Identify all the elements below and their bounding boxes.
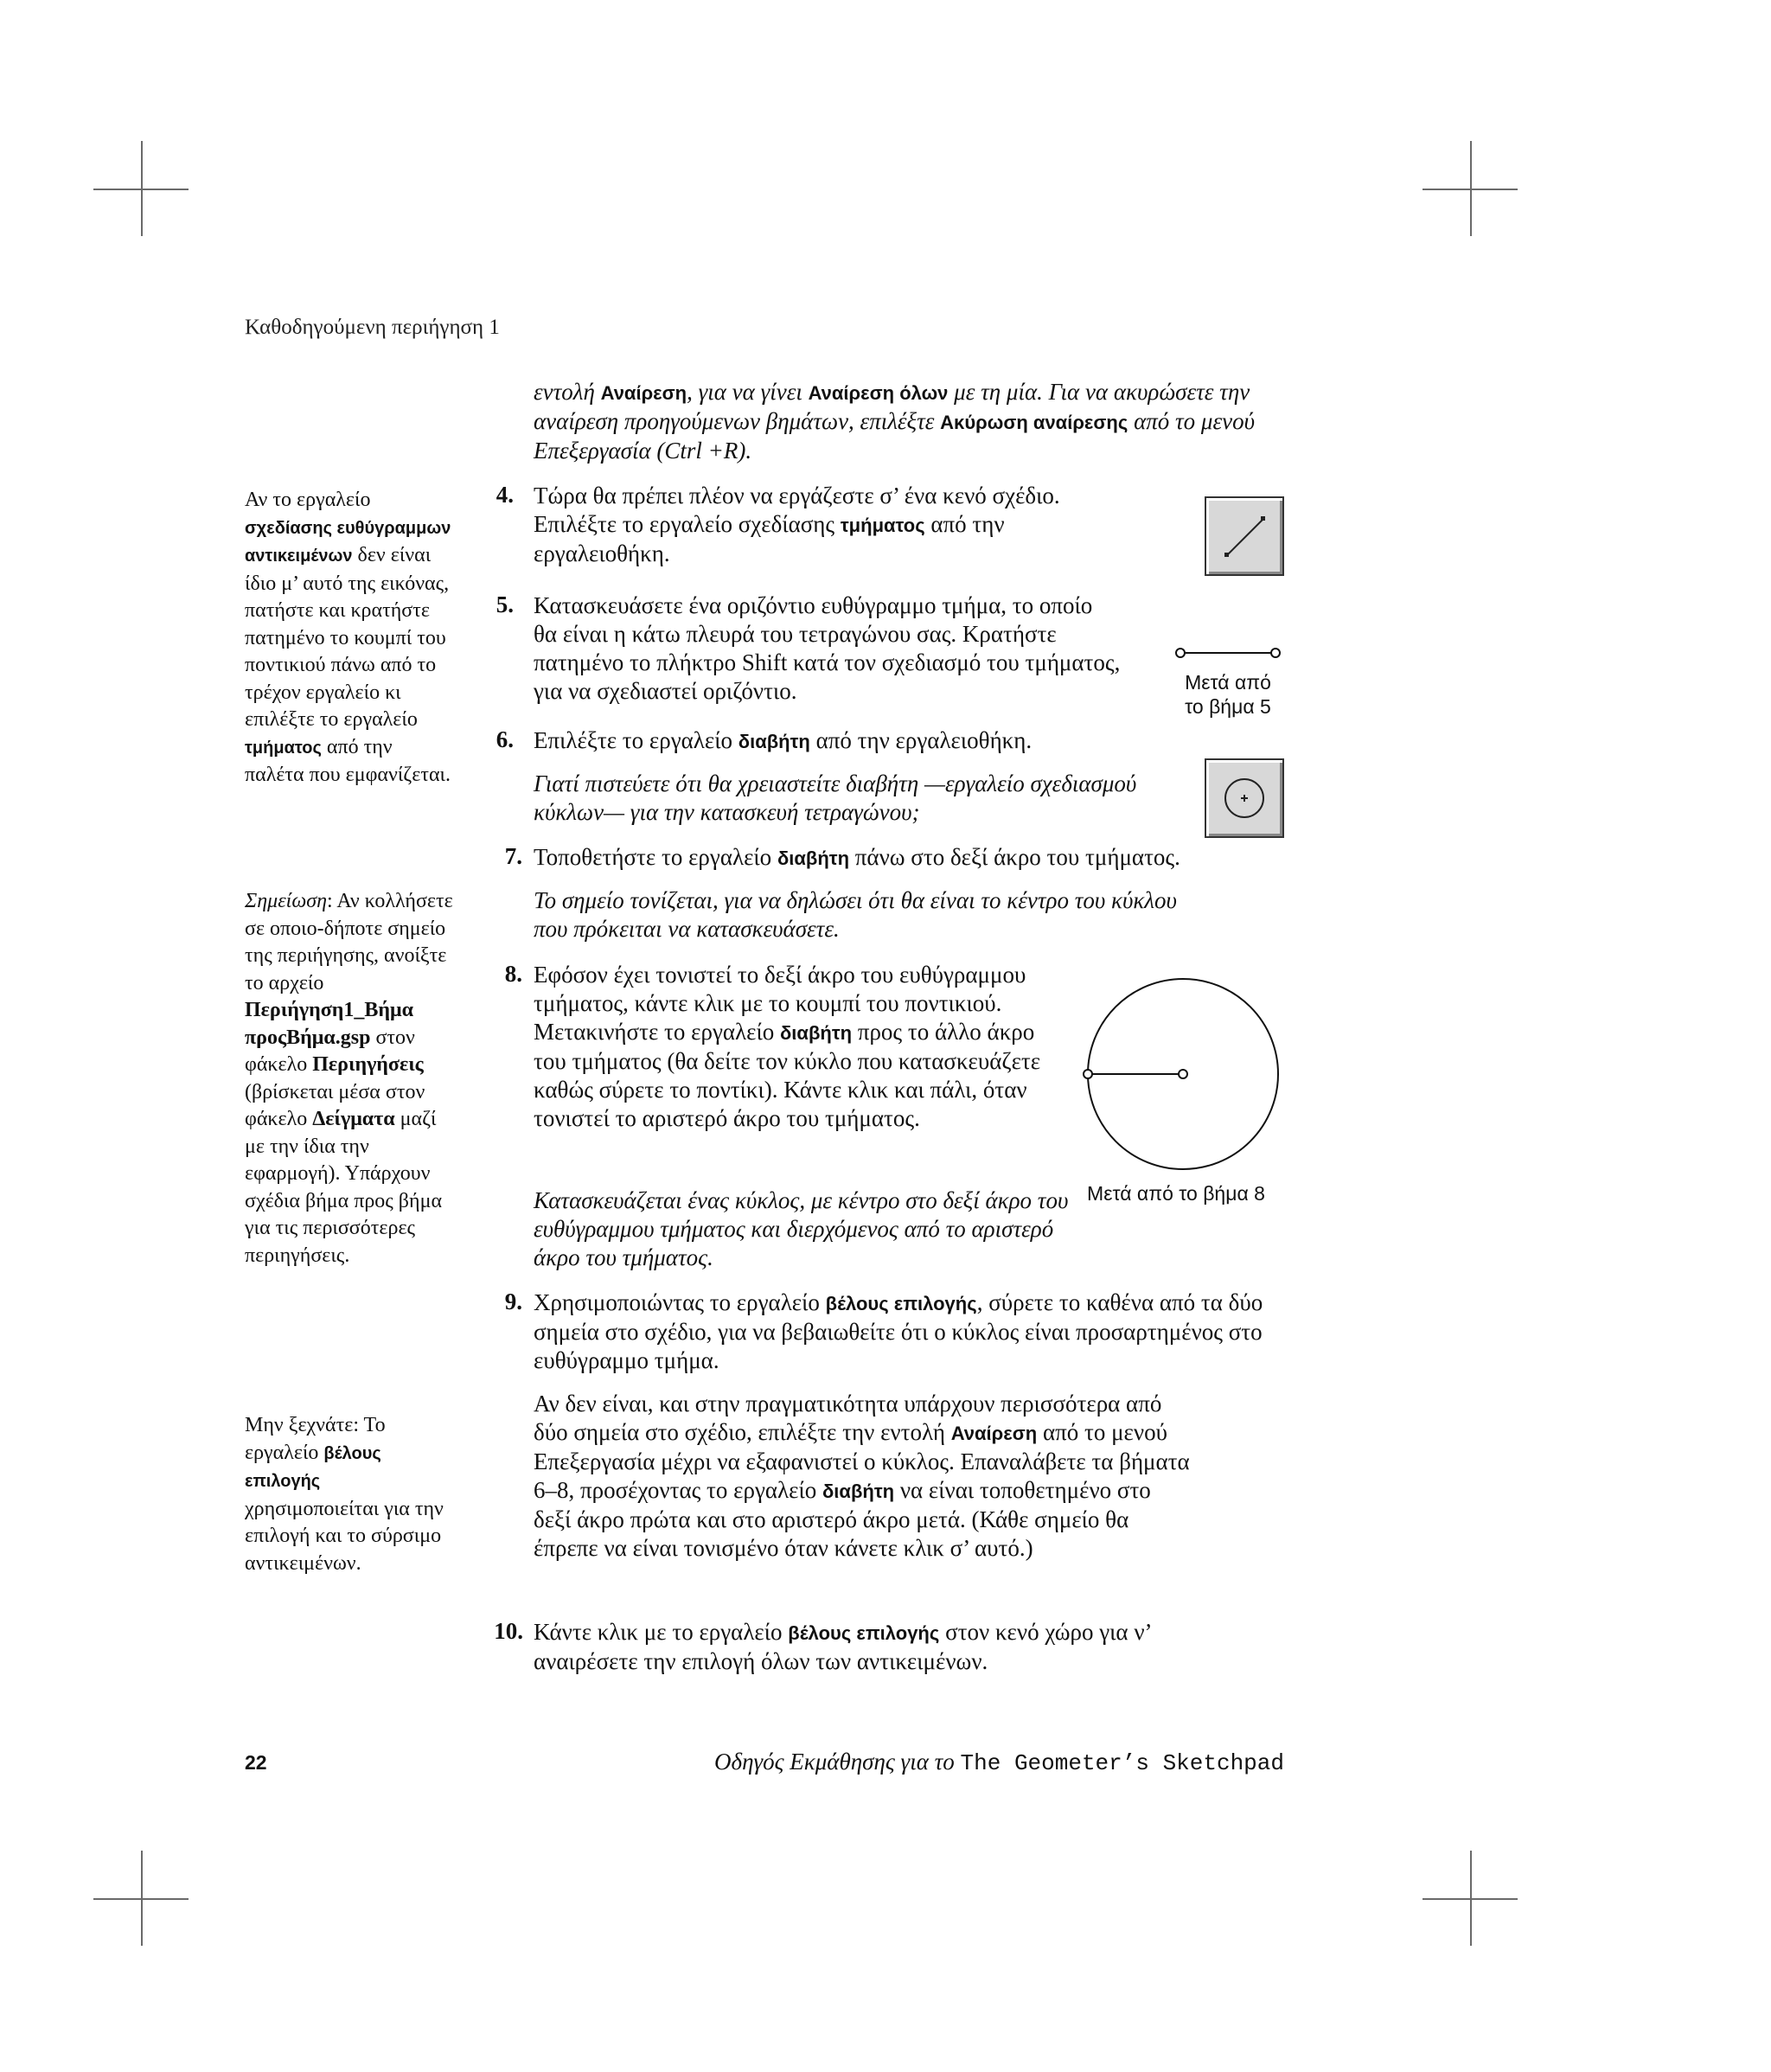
step-number: 4.: [495, 482, 514, 508]
step-number: 6.: [495, 726, 514, 752]
crop-mark: [1470, 141, 1472, 236]
step-5-text: Κατασκευάσετε ένα οριζόντιο ευθύγραμμο τμήμα, το οποίο θα είναι η κάτω πλευρά του τετραγώνου σας. Κρατήστε πατημένο το πλήκτρο Shift κατά τον σχεδιασμό του τμήματος, για να σχεδιαστεί οριζόντιο.: [534, 592, 1121, 704]
step-number: 5.: [495, 592, 514, 617]
step-number: 7.: [504, 843, 522, 869]
step-number: 8.: [504, 961, 522, 987]
step-9-text: Χρησιμοποιώντας το εργαλείο βέλους επιλογής, σύρετε το καθένα από τα δύο σημεία στο σχέδιο, για να βεβαιωθείτε ότι ο κύκλος είναι προσαρτημένος στο ευθύγραμμο τμήμα.: [534, 1289, 1263, 1373]
step-number: 10.: [494, 1618, 523, 1644]
compass-tool-icon: [1205, 758, 1284, 838]
step-10-text: Κάντε κλικ με το εργαλείο βέλους επιλογής στον κενό χώρο για ν’ αναιρέσετε την επιλογή όλων των αντικειμένων.: [534, 1619, 1151, 1674]
segment-tool-icon: [1205, 496, 1284, 576]
step-7-note: Το σημείο τονίζεται, για να δηλώσει ότι θα είναι το κέντρο του κύκλου που πρόκειται να κατασκευάσετε.: [534, 887, 1177, 942]
segment-figure: [1172, 640, 1284, 666]
sidebar-note-file: Σημείωση: Αν κολλήσετε σε οποιο-δήποτε σημείο της περιήγησης, ανοίξτε το αρχείο Περιήγηση1_Βήμα προςΒήμα.gsp στον φάκελο Περιηγήσεις (βρίσκεται μέσα στον φάκελο Δείγματα μαζί με την ίδια την εφαρμογή). Υπάρχουν σχέδια βήμα προς βήμα για τις περισσότερες περιηγήσεις.: [245, 890, 453, 1267]
intro-paragraph: εντολή Αναίρεση, για να γίνει Αναίρεση όλων με τη μία. Για να ακυρώσετε την αναίρεση προηγούμενων βημάτων, επιλέξτε Ακύρωση αναίρεσης από το μενού Επεξεργασία (Ctrl +R).: [534, 379, 1255, 464]
step-8-note: Κατασκευάζεται ένας κύκλος, με κέντρο στο δεξί άκρο του ευθύγραμμου τμήματος και διερχόμενος από το αριστερό άκρο του τμήματος.: [534, 1187, 1069, 1270]
footer-title: Οδηγός Εκμάθησης για το The Geometer’s Sketchpad: [714, 1749, 1284, 1776]
running-head: Καθοδηγούμενη περιήγηση 1: [245, 316, 500, 339]
step-8-text: Εφόσον έχει τονιστεί το δεξί άκρο του ευθύγραμμου τμήματος, κάντε κλικ με το κουμπί του ποντικιού. Μετακινήστε το εργαλείο διαβήτη προς το άλλο άκρο του τμήματος (θα δείτε τον κύκλο που κατασκευάζετε καθώς σύρετε το ποντίκι). Κάντε κλικ και πάλι, όταν τονιστεί το αριστερό άκρο του τμήματος.: [534, 962, 1041, 1131]
step-6-question: Γιατί πιστεύετε ότι θα χρειαστείτε διαβήτη —εργαλείο σχεδιασμού κύκλων— για την κατασκευή τετραγώνου;: [534, 771, 1137, 825]
circle-figure: [1072, 970, 1280, 1178]
figure-caption: Μετά από το βήμα 5: [1185, 671, 1271, 718]
step-9-followup: Αν δεν είναι, και στην πραγματικότητα υπάρχουν περισσότερα από δύο σημεία στο σχέδιο, επιλέξτε την εντολή Αναίρεση από το μενού Επεξεργασία μέχρι να εξαφανιστεί ο κύκλος. Επαναλάβετε τα βήματα 6–8, προσέχοντας το εργαλείο διαβήτη να είναι τοποθετημένο στο δεξί άκρο πρώτα και στο αριστερό άκρο μετά. (Κάθε σημείο θα έπρεπε να είναι τονισμένο όταν κάνετε κλικ σ’ αυτό.): [534, 1391, 1190, 1561]
page-number: 22: [245, 1751, 267, 1774]
step-number: 9.: [504, 1289, 522, 1314]
step-6-text: Επιλέξτε το εργαλείο διαβήτη από την εργαλειοθήκη.: [534, 727, 1033, 753]
crop-mark: [141, 141, 143, 236]
step-7-text: Τοποθετήστε το εργαλείο διαβήτη πάνω στο δεξί άκρο του τμήματος.: [534, 844, 1180, 870]
figure-caption: Μετά από το βήμα 8: [1087, 1182, 1265, 1205]
crop-mark: [1470, 1851, 1472, 1946]
step-4-text: Τώρα θα πρέπει πλέον να εργάζεστε σ’ ένα κενό σχέδιο. Επιλέξτε το εργαλείο σχεδίασης τμήματος από την εργαλειοθήκη.: [534, 483, 1060, 566]
crop-mark: [141, 1851, 143, 1946]
sidebar-note-tool: Αν το εργαλείο σχεδίασης ευθύγραμμων αντικειμένων δεν είναι ίδιο μ’ αυτό της εικόνας, πατήστε και κρατήστε πατημένο το κουμπί του ποντικιού πάνω από το τρέχον εργαλείο κι επιλέξτε το εργαλείο τμήματος από την παλέτα που εμφανίζεται.: [245, 489, 451, 786]
sidebar-note-arrow: Μην ξεχνάτε: Το εργαλείο βέλους επιλογής χρησιμοποιείται για την επιλογή και το σύρσιμο αντικειμένων.: [245, 1414, 444, 1575]
